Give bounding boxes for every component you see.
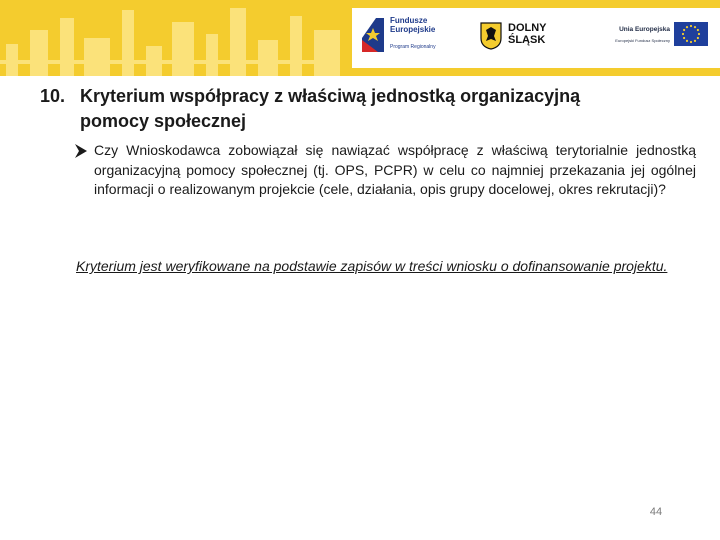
title-line-2: pomocy społecznej (80, 111, 247, 131)
eu-flag-icon (674, 22, 708, 46)
decor-bar (122, 10, 134, 76)
unia-logo-title: Unia Europejska (619, 26, 670, 33)
decor-bar (290, 16, 302, 76)
eu-funds-star-flag-icon (362, 18, 384, 52)
dolny-slask-logo-text: DOLNY ŚLĄSK (508, 22, 547, 46)
decor-bar (314, 30, 340, 76)
dolny-slask-logo (480, 20, 566, 54)
decor-bar (258, 40, 278, 76)
fundusze-logo-subtitle: Program Regionalny (390, 44, 436, 50)
decor-bar (172, 22, 194, 76)
verification-note: Kryterium jest weryfikowane na podstawie zapisów w treści wniosku o dofinansowanie projektu. (76, 258, 668, 274)
decor-bar (206, 34, 218, 76)
decor-bar (30, 30, 48, 76)
unia-europejska-logo (594, 22, 710, 52)
section-title (40, 84, 680, 134)
unia-logo-subtitle: Europejski Fundusz Społeczny (615, 38, 670, 43)
question-bullet (74, 141, 696, 200)
title-line-1: Kryterium współpracy z właściwą jednostką organizacyjną (80, 86, 581, 106)
decor-bar (0, 60, 340, 64)
decor-bar (60, 18, 74, 76)
fundusze-logo-text: Fundusze Europejskie (390, 16, 436, 34)
arrow-bullet-icon (74, 143, 88, 159)
page-number: 44 (649, 506, 663, 518)
decor-bar (84, 38, 110, 76)
decor-bar (230, 8, 246, 76)
fundusze-europejskie-logo (362, 14, 472, 58)
section-number: 10. (40, 86, 66, 106)
lower-silesia-crest-icon (480, 22, 502, 50)
question-text: Czy Wnioskodawca zobowiązał się nawiązać współpracę z właściwą terytorialnie jednostką organizacyjną pomocy społecznej (tj. OPS, PCPR) w celu co najmniej przekazania jej ogólnej informacji o realizowanym projekcie (cele, działania, opis grupy docelowej, okres rekrutacji)? (94, 142, 696, 197)
